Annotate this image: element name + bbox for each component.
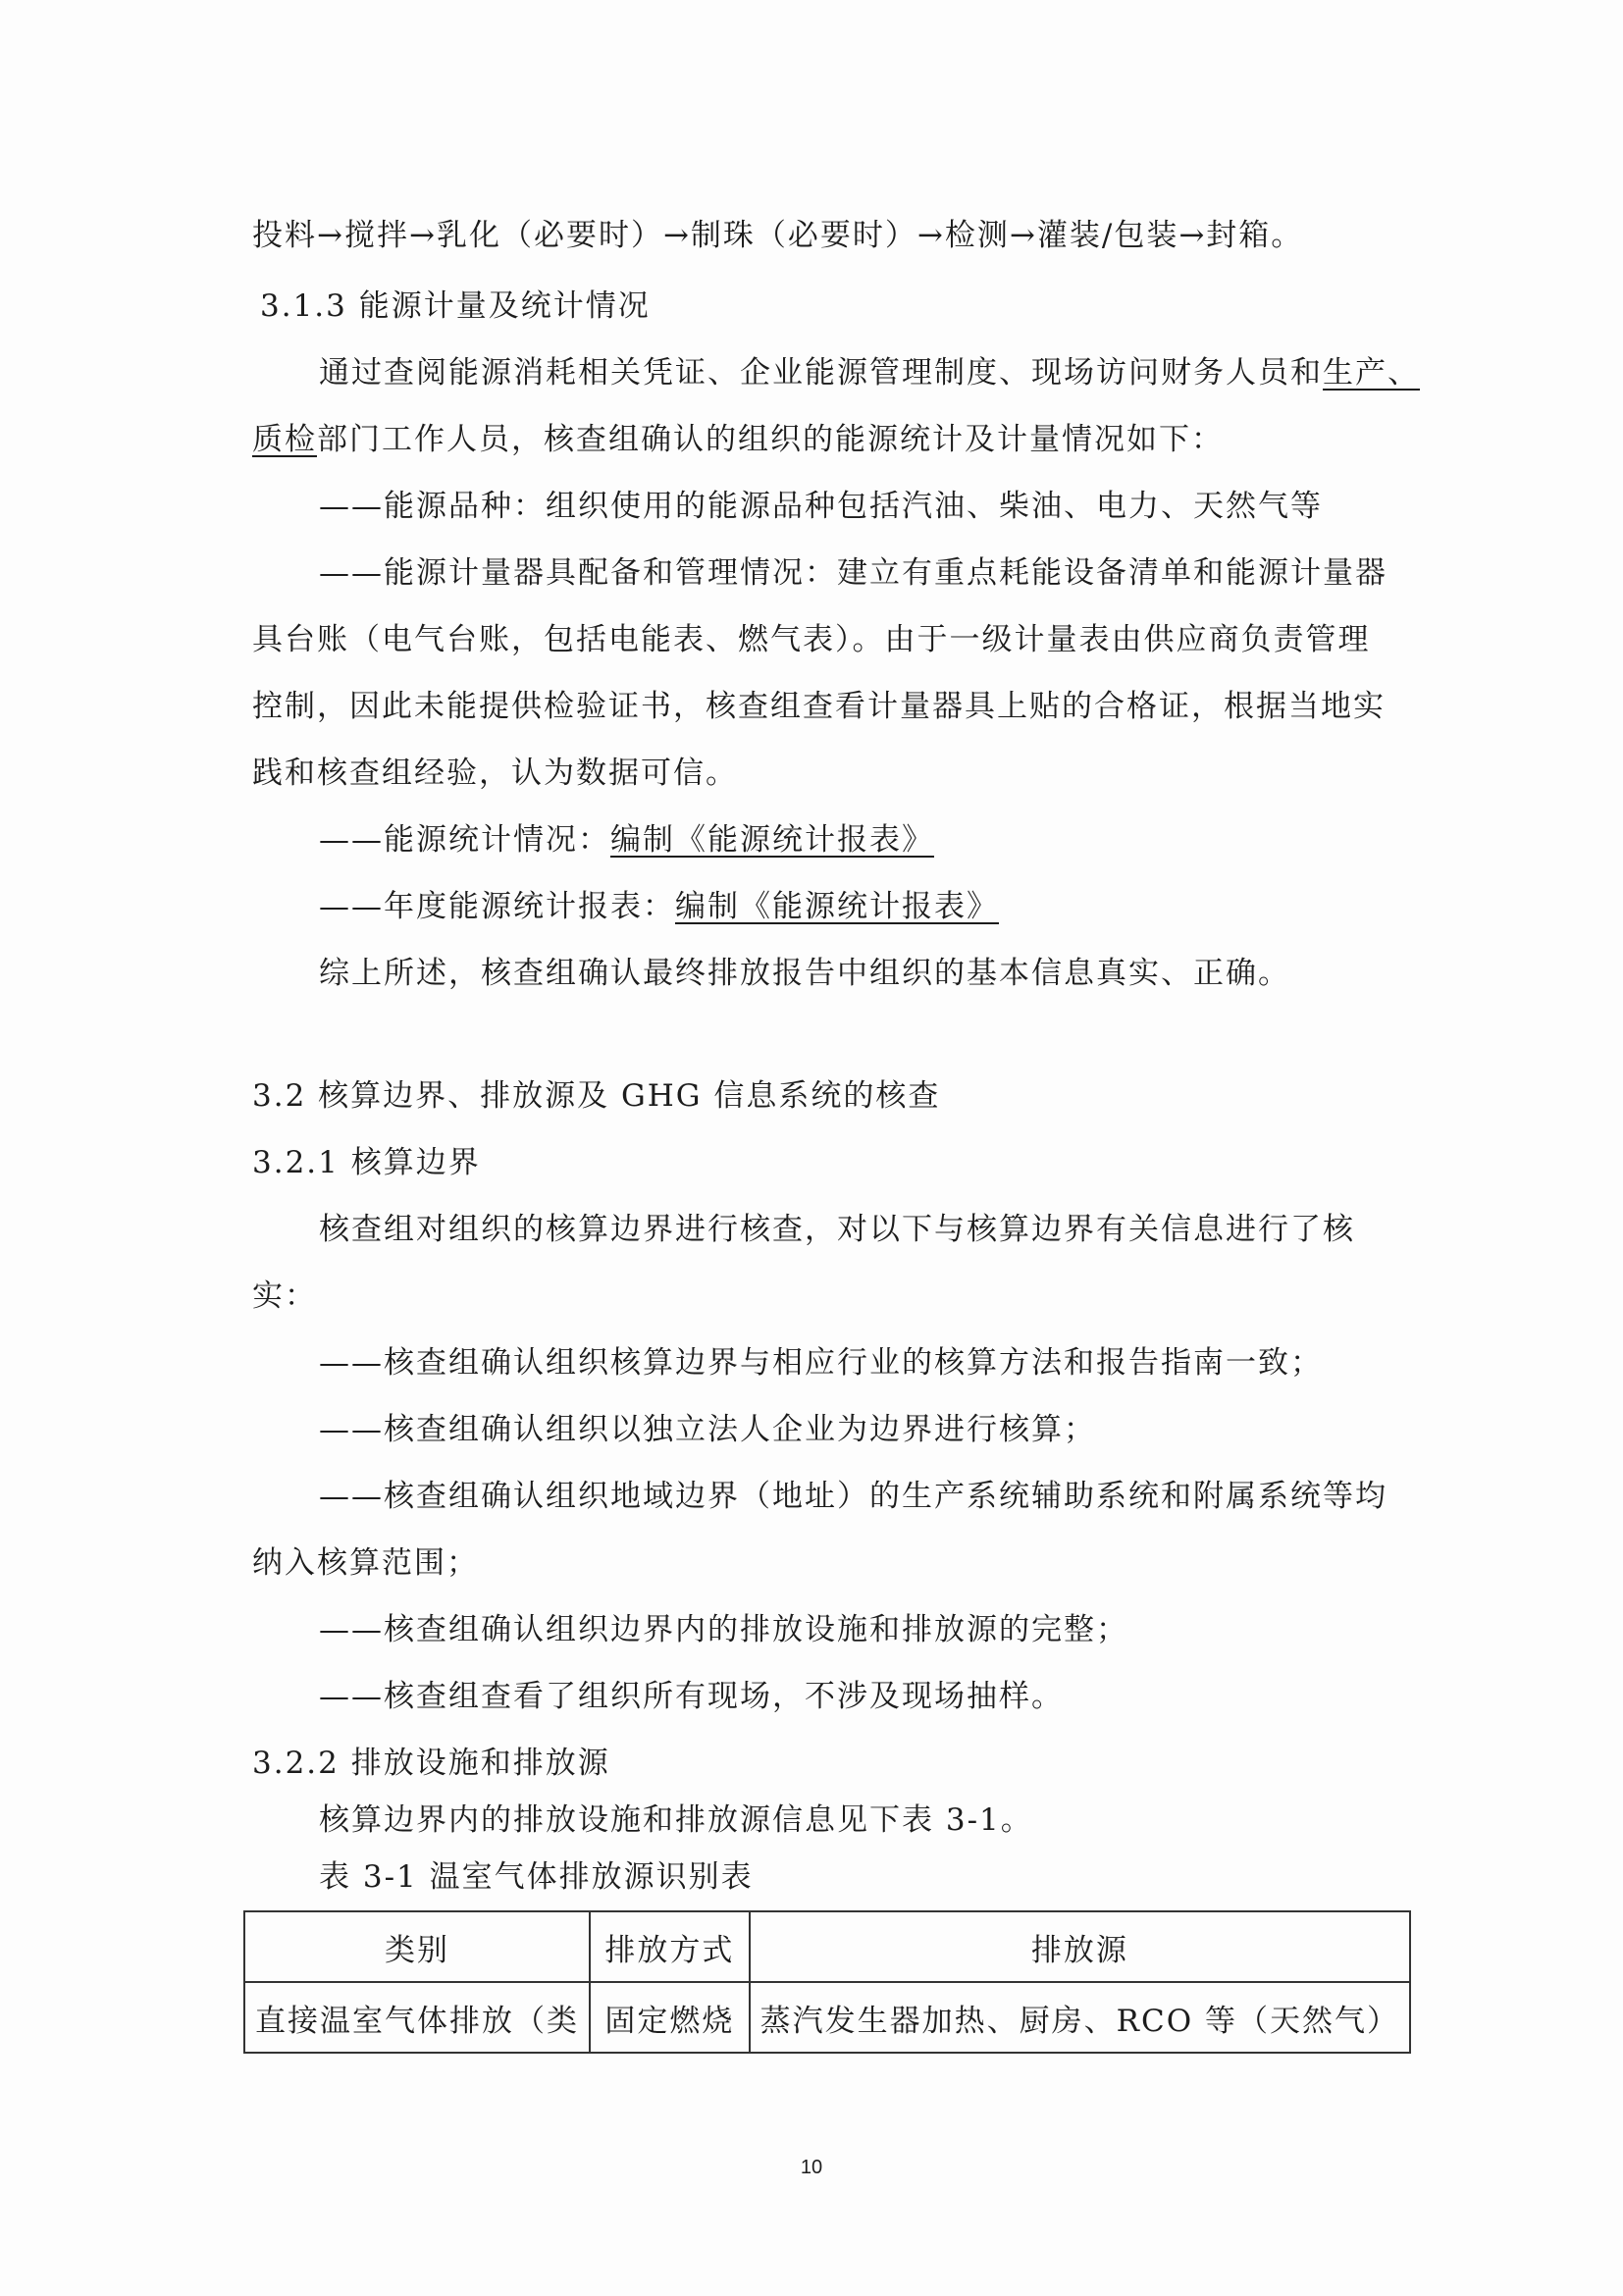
paragraph-line: 核算边界内的排放设施和排放源信息见下表 3-1。 [319, 1802, 1033, 1838]
paragraph-text: 通过查阅能源消耗相关凭证、企业能源管理制度、现场访问财务人员和 [319, 355, 1323, 391]
table-caption: 表 3-1 温室气体排放源识别表 [319, 1859, 754, 1895]
table-header-row [244, 1911, 1410, 1982]
list-item-statistics [319, 820, 934, 860]
paragraph-line [252, 420, 1224, 459]
paragraph-line: 纳入核算范围； [252, 1545, 479, 1581]
paragraph-line [319, 353, 1420, 392]
list-item-annual-report [319, 887, 999, 926]
underlined-text: 编制《能源统计报表》 [675, 889, 999, 924]
paragraph-line: 控制，因此未能提供检验证书，核查组查看计量器具上贴的合格证，根据当地实 [252, 689, 1386, 724]
paragraph-text: 部门工作人员，核查组确认的组织的能源统计及计量情况如下： [317, 422, 1224, 457]
section-3-1-3-heading: 3.1.3 能源计量及统计情况 [260, 288, 651, 324]
summary-line: 综上所述，核查组确认最终排放报告中组织的基本信息真实、正确。 [319, 956, 1290, 991]
paragraph-text: ——能源统计情况： [319, 822, 610, 858]
section-3-2-heading: 3.2 核算边界、排放源及 GHG 信息系统的核查 [252, 1078, 941, 1114]
underlined-text: 编制《能源统计报表》 [610, 822, 934, 858]
list-item-metering: ——能源计量器具配备和管理情况：建立有重点耗能设备清单和能源计量器 [319, 555, 1387, 591]
list-item: ——核查组确认组织地域边界（地址）的生产系统辅助系统和附属系统等均 [319, 1479, 1387, 1514]
paragraph-line: 实： [252, 1278, 317, 1314]
table-cell: 直接温室气体排放（类 [244, 1982, 590, 2053]
list-item: ——核查组查看了组织所有现场，不涉及现场抽样。 [319, 1679, 1064, 1714]
page-number: 10 [800, 2157, 823, 2178]
table-header-cell: 类别 [244, 1911, 590, 1982]
list-item: ——核查组确认组织边界内的排放设施和排放源的完整； [319, 1612, 1128, 1647]
list-item: ——核查组确认组织核算边界与相应行业的核算方法和报告指南一致； [319, 1345, 1323, 1381]
underlined-text: 质检 [252, 422, 317, 457]
section-3-2-2-heading: 3.2.2 排放设施和排放源 [252, 1746, 610, 1781]
table-cell: 蒸汽发生器加热、厨房、RCO 等（天然气） [750, 1982, 1410, 2053]
list-item-energy-types: ——能源品种：组织使用的能源品种包括汽油、柴油、电力、天然气等 [319, 489, 1323, 524]
emission-source-table [243, 1910, 1411, 2054]
table-header-cell: 排放方式 [590, 1911, 750, 1982]
list-item: ——核查组确认组织以独立法人企业为边界进行核算； [319, 1412, 1096, 1447]
paragraph-line: 具台账（电气台账，包括电能表、燃气表）。由于一级计量表由供应商负责管理 [252, 622, 1371, 657]
paragraph-text: ——年度能源统计报表： [319, 889, 675, 924]
table-header-cell: 排放源 [750, 1911, 1410, 1982]
underlined-text: 生产、 [1323, 355, 1420, 391]
section-3-2-1-heading: 3.2.1 核算边界 [252, 1145, 481, 1180]
paragraph-line: 核查组对组织的核算边界进行核查，对以下与核算边界有关信息进行了核 [319, 1212, 1355, 1247]
table-cell: 固定燃烧 [590, 1982, 750, 2053]
table-row [244, 1982, 1410, 2053]
process-flow-line: 投料→搅拌→乳化（必要时）→制珠（必要时）→检测→灌装/包装→封箱。 [252, 218, 1304, 253]
paragraph-line: 践和核查组经验，认为数据可信。 [252, 756, 738, 791]
